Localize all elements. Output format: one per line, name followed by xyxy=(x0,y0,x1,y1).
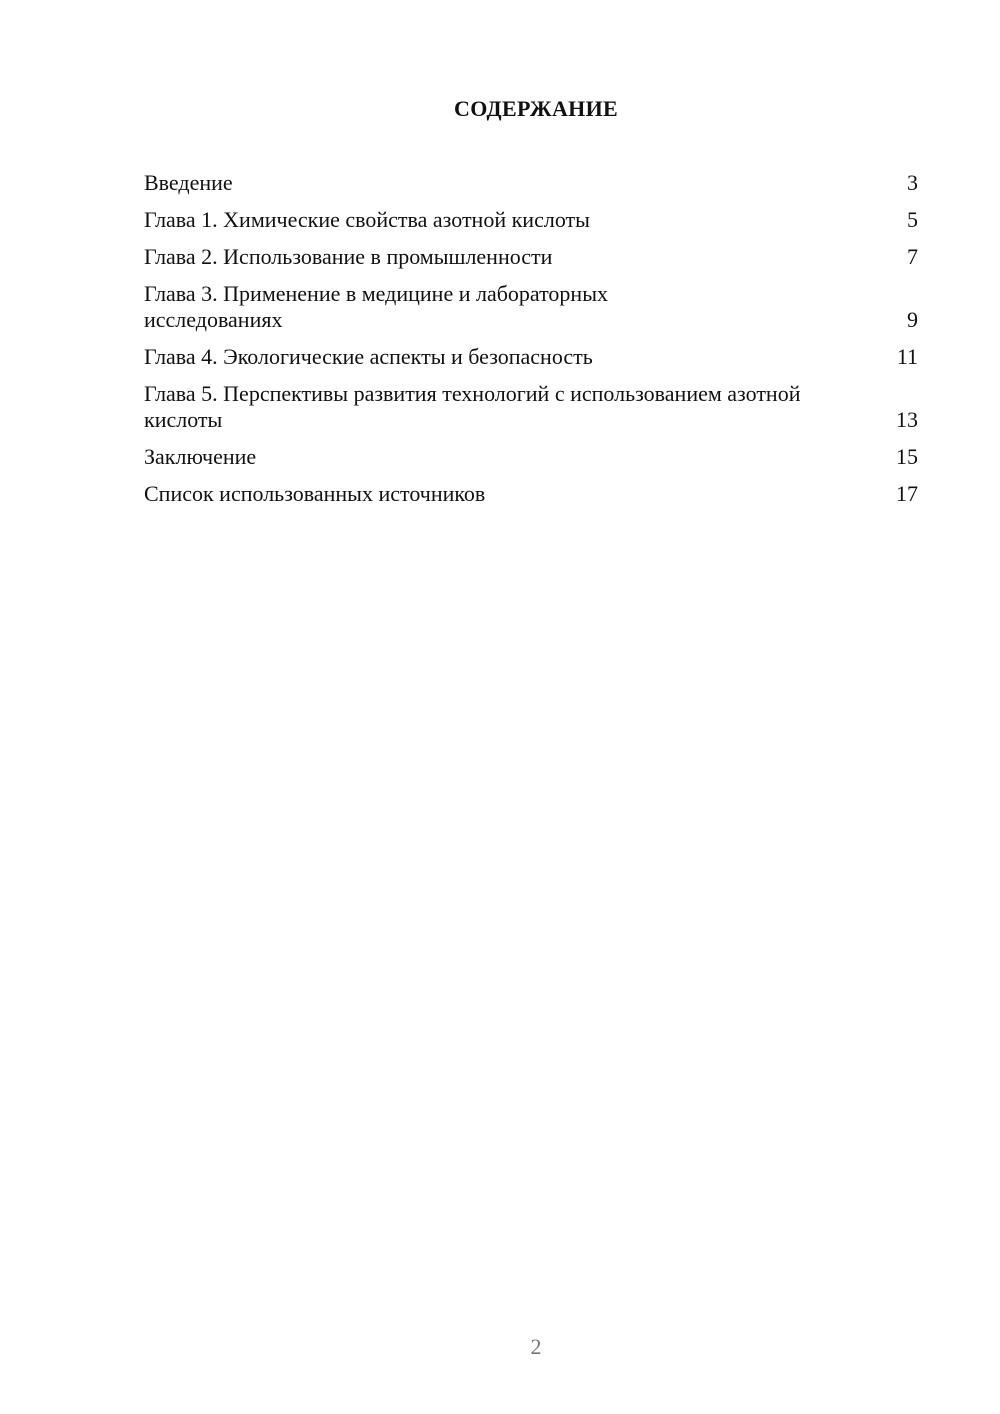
toc-entry-label: Список использованных источников xyxy=(144,481,486,506)
toc-entry-page: 3 xyxy=(907,170,918,195)
toc-entry-label: Заключение xyxy=(144,444,257,469)
toc-entry-page: 13 xyxy=(896,407,918,432)
toc-entry-page: 9 xyxy=(907,307,918,332)
page-title: СОДЕРЖАНИЕ xyxy=(454,96,618,121)
toc-entry[interactable] xyxy=(144,207,918,233)
toc-entry[interactable] xyxy=(144,170,918,196)
toc-entry-label: Глава 4. Экологические аспекты и безопасность xyxy=(144,344,593,369)
toc-entry[interactable] xyxy=(144,281,918,333)
toc-entry-page: 7 xyxy=(907,244,918,269)
toc-entry-label: Введение xyxy=(144,170,233,195)
toc-entry[interactable] xyxy=(144,481,918,507)
toc-entry-page: 5 xyxy=(907,207,918,232)
toc-entry-page: 15 xyxy=(896,444,918,469)
toc-entry[interactable] xyxy=(144,344,918,370)
toc-entry-page: 11 xyxy=(896,344,918,369)
toc-entry[interactable] xyxy=(144,244,918,270)
toc-entry-label: Глава 1. Химические свойства азотной кислоты xyxy=(144,207,590,232)
page-number: 2 xyxy=(530,1334,542,1359)
toc-entry-label: Глава 3. Применение в медицине и лабораторных исследованиях xyxy=(144,281,608,332)
toc-entry-page: 17 xyxy=(896,481,918,506)
toc-entry-label: Глава 2. Использование в промышленности xyxy=(144,244,553,269)
toc-entry[interactable] xyxy=(144,444,918,470)
toc-entry-label: Глава 5. Перспективы развития технологий с использованием азотной кислоты xyxy=(144,381,801,432)
table-of-contents xyxy=(144,170,918,518)
toc-entry[interactable] xyxy=(144,381,918,433)
